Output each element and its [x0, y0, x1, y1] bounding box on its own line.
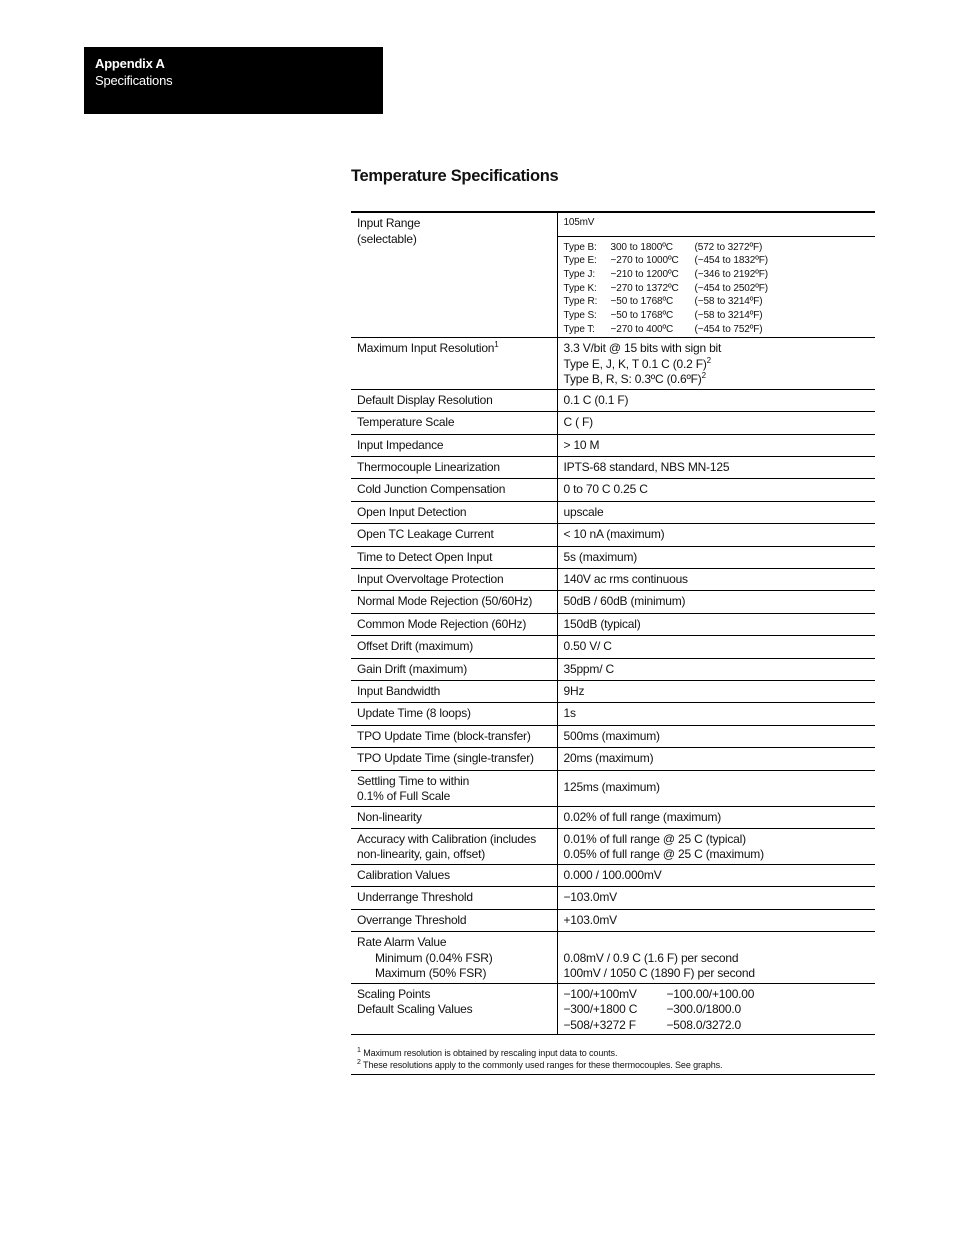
- scaling-pair: [564, 1002, 870, 1018]
- spec-row-input-range: [351, 212, 875, 338]
- spec-row: [351, 725, 875, 747]
- spec-row: [351, 412, 875, 434]
- spec-value: 0.000 / 100.000mV: [557, 864, 875, 886]
- spec-value: −103.0mV: [557, 887, 875, 909]
- tc-type: Type J:: [563, 268, 596, 280]
- spec-value: 0.08mV / 0.9 C (1.6 F) per second 100mV / 1050 C (1890 F) per second: [557, 932, 875, 984]
- spec-label: Scaling Points Default Scaling Values: [351, 983, 557, 1035]
- scaling-pair: [564, 987, 870, 1003]
- spec-row: [351, 546, 875, 568]
- tc-type: Type E:: [563, 255, 597, 267]
- spec-value: [557, 983, 875, 1035]
- spec-value: 1s: [557, 703, 875, 725]
- section-label: Specifications: [95, 73, 173, 88]
- tc-fahrenheit: (−454 to 752ºF): [694, 323, 763, 335]
- tc-celsius: −50 to 1768ºC: [610, 310, 674, 322]
- spec-label: TPO Update Time (single-transfer): [351, 748, 557, 770]
- tc-fahrenheit: (−58 to 3214ºF): [694, 310, 763, 322]
- header-block: [84, 47, 383, 114]
- spec-label: Thermocouple Linearization: [351, 457, 557, 479]
- spec-row: [351, 524, 875, 546]
- scaling-default: −508.0/3272.0: [666, 1017, 741, 1032]
- spec-label: Non-linearity: [351, 806, 557, 828]
- spec-value: 500ms (maximum): [557, 725, 875, 747]
- spec-row: [351, 748, 875, 770]
- spec-value: 20ms (maximum): [557, 748, 875, 770]
- tc-celsius: 300 to 1800ºC: [610, 241, 673, 253]
- spec-row: [351, 864, 875, 886]
- tc-celsius: −270 to 1372ºC: [610, 282, 679, 294]
- tc-celsius: −270 to 1000ºC: [610, 255, 679, 267]
- spec-value: 5s (maximum): [557, 546, 875, 568]
- spec-row: [351, 569, 875, 591]
- spec-value: 125ms (maximum): [557, 770, 875, 806]
- spec-row: [351, 887, 875, 909]
- spec-value: 0 to 70 C 0.25 C: [557, 479, 875, 501]
- spec-value: IPTS-68 standard, NBS MN-125: [557, 457, 875, 479]
- scaling-point: −100/+100mV: [563, 986, 637, 1001]
- tc-fahrenheit: (−454 to 2502ºF): [694, 282, 768, 294]
- scaling-point: −508/+3272 F: [563, 1017, 636, 1032]
- spec-row: [351, 636, 875, 658]
- spec-row: [351, 681, 875, 703]
- spec-value: 140V ac rms continuous: [557, 569, 875, 591]
- spec-label: TPO Update Time (block-transfer): [351, 725, 557, 747]
- spec-row: [351, 501, 875, 523]
- mv-range: 105mV: [558, 213, 876, 237]
- spec-value: > 10 M: [557, 434, 875, 456]
- scaling-pair: [564, 1018, 870, 1034]
- spec-row-max-resolution: [351, 338, 875, 390]
- spec-label: Settling Time to within 0.1% of Full Scale: [351, 770, 557, 806]
- spec-value: C ( F): [557, 412, 875, 434]
- tc-type: Type B:: [563, 241, 597, 253]
- tc-fahrenheit: (−346 to 2192ºF): [694, 268, 768, 280]
- spec-value: 9Hz: [557, 681, 875, 703]
- spec-label: Rate Alarm Value Minimum (0.04% FSR) Maximum (50% FSR): [351, 932, 557, 984]
- thermocouple-range-line: [564, 268, 870, 282]
- spec-row-accuracy: [351, 828, 875, 864]
- spec-row: [351, 909, 875, 931]
- spec-label: Open Input Detection: [351, 501, 557, 523]
- tc-type: Type K:: [563, 282, 597, 294]
- thermocouple-range-line: [564, 254, 870, 268]
- spec-value: 150dB (typical): [557, 613, 875, 635]
- scaling-default: −100.00/+100.00: [666, 986, 755, 1001]
- spec-row-scaling: [351, 983, 875, 1035]
- spec-value: +103.0mV: [557, 909, 875, 931]
- tc-type: Type T:: [563, 323, 595, 335]
- tc-type: Type R:: [563, 296, 598, 308]
- thermocouple-range-line: [564, 295, 870, 309]
- spec-label: Underrange Threshold: [351, 887, 557, 909]
- spec-value: 0.1 C (0.1 F): [557, 389, 875, 411]
- footnotes: [351, 1046, 875, 1075]
- spec-label: Accuracy with Calibration (includes non-linearity, gain, offset): [351, 828, 557, 864]
- spec-label: Input Overvoltage Protection: [351, 569, 557, 591]
- spec-row: [351, 389, 875, 411]
- spec-value: 50dB / 60dB (minimum): [557, 591, 875, 613]
- spec-label: Calibration Values: [351, 864, 557, 886]
- spec-label: Update Time (8 loops): [351, 703, 557, 725]
- tc-type: Type S:: [563, 310, 597, 322]
- spec-label: Input Impedance: [351, 434, 557, 456]
- spec-row: [351, 434, 875, 456]
- footnote-2: $^2$ These resolutions apply to the commonly used ranges for these thermocouples. See graphs.: [357, 1058, 723, 1070]
- spec-row: [351, 613, 875, 635]
- thermocouple-range-line: [564, 241, 870, 255]
- footnote-1: $^1$ Maximum resolution is obtained by rescaling input data to counts.: [357, 1047, 618, 1058]
- spec-row: [351, 479, 875, 501]
- spec-value: 0.02% of full range (maximum): [557, 806, 875, 828]
- spec-value: [557, 212, 875, 338]
- scaling-default: −300.0/1800.0: [666, 1002, 741, 1017]
- spec-value: 0.50 V/ C: [557, 636, 875, 658]
- spec-label: Temperature Scale: [351, 412, 557, 434]
- tc-celsius: −50 to 1768ºC: [610, 296, 674, 308]
- tc-celsius: −270 to 400ºC: [610, 323, 674, 335]
- spec-label: Overrange Threshold: [351, 909, 557, 931]
- page-title: Temperature Specifications: [351, 167, 559, 185]
- tc-fahrenheit: (572 to 3272ºF): [694, 241, 763, 253]
- spec-row-rate-alarm: [351, 932, 875, 984]
- spec-row: [351, 457, 875, 479]
- spec-row-settling: [351, 770, 875, 806]
- spec-label: Default Display Resolution: [351, 389, 557, 411]
- tc-fahrenheit: (−454 to 1832ºF): [694, 255, 768, 267]
- spec-label: Input Bandwidth: [351, 681, 557, 703]
- thermocouple-range-line: [564, 282, 870, 296]
- spec-value: 3.3 V/bit @ 15 bits with sign bit Type E, J, K, T 0.1 C (0.2 F)$^2$ Type B, R, S: 0.3ºC (0.6ºF)$^2$: [557, 338, 875, 390]
- spec-value: < 10 nA (maximum): [557, 524, 875, 546]
- spec-label: Maximum Input Resolution$^1$: [351, 338, 557, 390]
- spec-value: upscale: [557, 501, 875, 523]
- spec-label: Cold Junction Compensation: [351, 479, 557, 501]
- tc-celsius: −210 to 1200ºC: [610, 268, 679, 280]
- spec-value: 0.01% of full range @ 25 C (typical) 0.05% of full range @ 25 C (maximum): [557, 828, 875, 864]
- scaling-point: −300/+1800 C: [563, 1002, 638, 1017]
- spec-row-nonlinearity: [351, 806, 875, 828]
- thermocouple-range-line: [564, 309, 870, 323]
- thermocouple-range-line: [564, 323, 870, 337]
- thermocouple-range-list: [564, 241, 870, 337]
- tc-fahrenheit: (−58 to 3214ºF): [694, 296, 763, 308]
- appendix-label: Appendix A: [95, 56, 165, 71]
- spec-label: Common Mode Rejection (60Hz): [351, 613, 557, 635]
- spec-label: Open TC Leakage Current: [351, 524, 557, 546]
- spec-label: Offset Drift (maximum): [351, 636, 557, 658]
- spec-row: [351, 703, 875, 725]
- spec-label: Time to Detect Open Input: [351, 546, 557, 568]
- spec-label: Gain Drift (maximum): [351, 658, 557, 680]
- spec-table: [351, 211, 875, 1035]
- spec-row: [351, 658, 875, 680]
- spec-row: [351, 591, 875, 613]
- spec-label: Input Range (selectable): [351, 212, 557, 338]
- spec-value: 35ppm/ C: [557, 658, 875, 680]
- spec-label: Normal Mode Rejection (50/60Hz): [351, 591, 557, 613]
